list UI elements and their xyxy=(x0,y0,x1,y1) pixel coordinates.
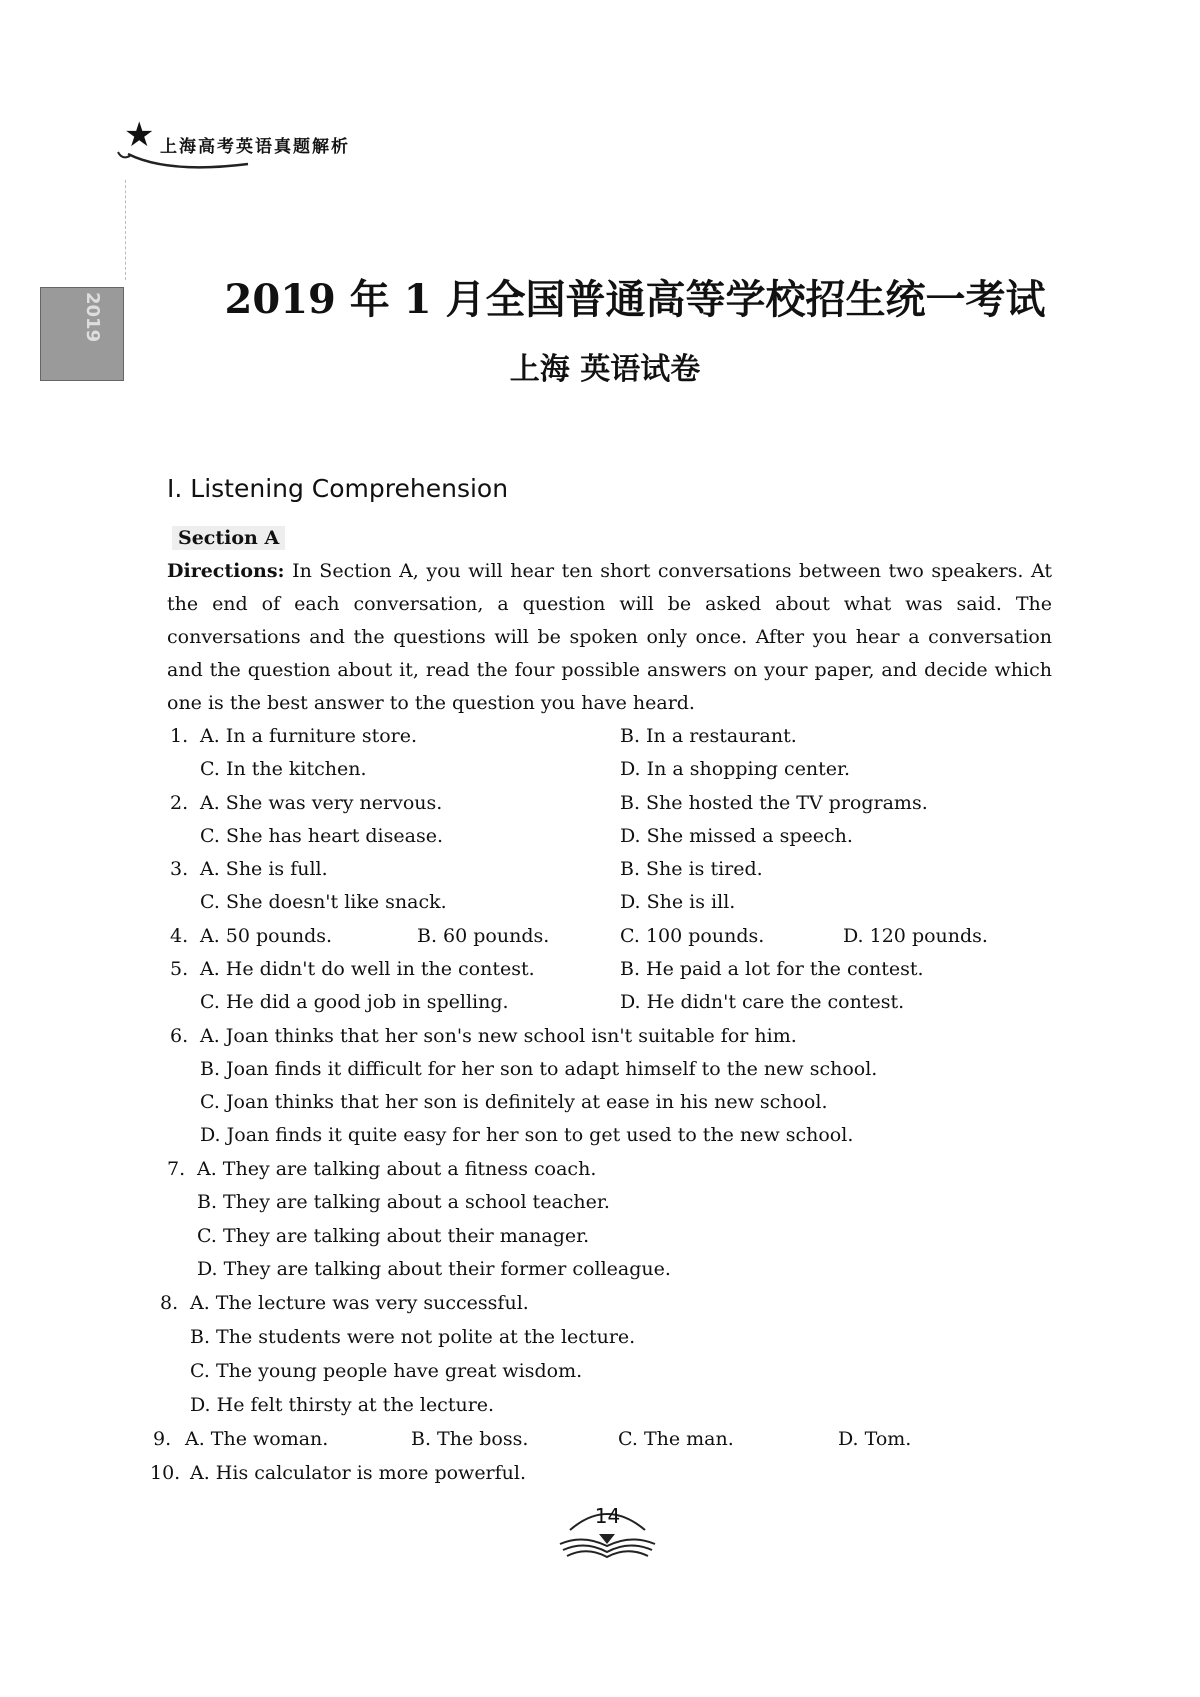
option: A. He didn't do well in the contest. xyxy=(200,958,535,980)
question-number: 6. xyxy=(170,1025,189,1047)
directions-label: Directions: xyxy=(167,560,285,582)
option: C. In the kitchen. xyxy=(200,758,367,780)
question-number: 5. xyxy=(170,958,189,980)
question-number: 2. xyxy=(170,792,189,814)
option: A. They are talking about a fitness coach. xyxy=(197,1158,597,1180)
question-number: 8. xyxy=(160,1292,179,1314)
option: A. She is full. xyxy=(200,858,328,880)
option: D. In a shopping center. xyxy=(620,758,851,780)
question-number: 7. xyxy=(167,1158,186,1180)
option: C. Joan thinks that her son is definitely at ease in his new school. xyxy=(200,1091,828,1113)
series-header xyxy=(108,115,428,178)
option: B. She is tired. xyxy=(620,858,763,880)
directions xyxy=(167,555,1052,720)
directions-text: In Section A, you will hear ten short conversations between two speakers. At the end of each conversation, a question will be asked about what was said. The conversations and the questions will be spoken only once. After you hear a conversation and the question about it, read the four possible answers on your paper, and decide which one is the best answer to the question you have heard. xyxy=(167,560,1052,714)
option: D. They are talking about their former colleague. xyxy=(197,1258,671,1280)
option: C. She doesn't like snack. xyxy=(200,891,447,913)
option: A. 50 pounds. xyxy=(200,925,333,947)
exam-subtitle: 上海 英语试卷 xyxy=(509,352,701,387)
option: D. 120 pounds. xyxy=(843,925,988,947)
option: C. She has heart disease. xyxy=(200,825,443,847)
margin-line xyxy=(125,180,127,280)
option: C. 100 pounds. xyxy=(620,925,765,947)
option: D. He didn't care the contest. xyxy=(620,991,905,1013)
option: A. The lecture was very successful. xyxy=(190,1292,529,1314)
option: B. In a restaurant. xyxy=(620,725,797,747)
option: A. His calculator is more powerful. xyxy=(190,1462,527,1484)
option: B. She hosted the TV programs. xyxy=(620,792,928,814)
star-icon: ★ xyxy=(124,115,155,155)
option: B. They are talking about a school teacher. xyxy=(197,1191,610,1213)
page-number: 14 xyxy=(594,1504,621,1528)
option: B. The boss. xyxy=(411,1428,529,1450)
option: D. Tom. xyxy=(838,1428,912,1450)
series-title: 上海高考英语真题解析 xyxy=(160,137,350,157)
option: B. He paid a lot for the contest. xyxy=(620,958,924,980)
option: A. She was very nervous. xyxy=(200,792,443,814)
side-tab-label: 2019 xyxy=(82,292,103,343)
option: C. The young people have great wisdom. xyxy=(190,1360,583,1382)
question-number: 10. xyxy=(150,1462,181,1484)
question-number: 4. xyxy=(170,925,189,947)
option: C. They are talking about their manager. xyxy=(197,1225,590,1247)
option: C. He did a good job in spelling. xyxy=(200,991,509,1013)
option: D. She is ill. xyxy=(620,891,736,913)
option: C. The man. xyxy=(618,1428,734,1450)
part-heading: I. Listening Comprehension xyxy=(167,474,509,503)
option: D. He felt thirsty at the lecture. xyxy=(190,1394,495,1416)
option: A. Joan thinks that her son's new school isn't suitable for him. xyxy=(200,1025,797,1047)
option: B. Joan finds it difficult for her son to adapt himself to the new school. xyxy=(200,1058,878,1080)
option: D. Joan finds it quite easy for her son to get used to the new school. xyxy=(200,1124,854,1146)
option: D. She missed a speech. xyxy=(620,825,853,847)
section-heading: Section A xyxy=(172,526,285,550)
swoosh-icon xyxy=(108,146,258,176)
exam-title: 2019 年 1 月全国普通高等学校招生统一考试 xyxy=(224,276,1046,323)
question-number: 3. xyxy=(170,858,189,880)
option: B. The students were not polite at the lecture. xyxy=(190,1326,636,1348)
option: A. The woman. xyxy=(185,1428,329,1450)
option: B. 60 pounds. xyxy=(417,925,550,947)
question-number: 9. xyxy=(153,1428,172,1450)
question-number: 1. xyxy=(170,725,189,747)
option: A. In a furniture store. xyxy=(200,725,418,747)
page-footer xyxy=(555,1500,660,1560)
